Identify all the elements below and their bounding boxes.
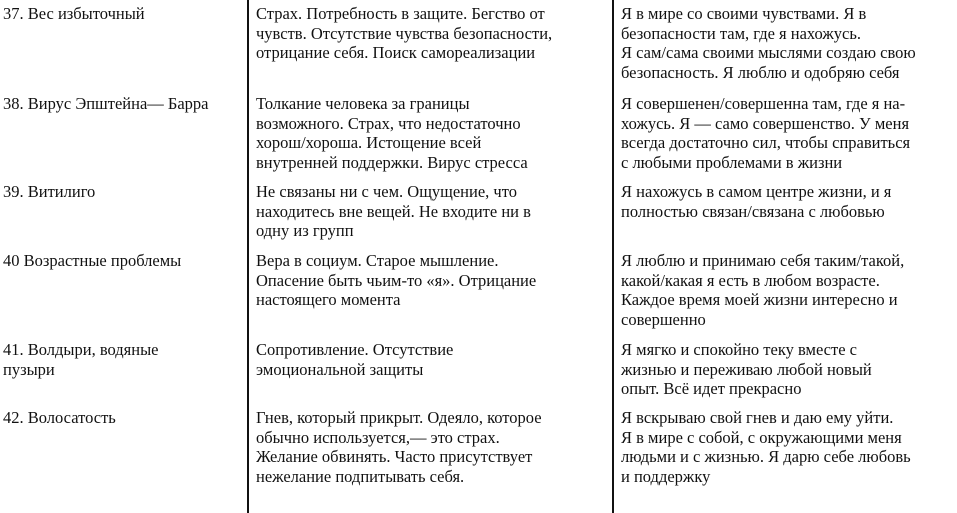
affirmation-cell: Я совершенен/совершенна там, где я на- хожусь. Я — само совершенство. У меня всегда достаточно сил, чтобы справиться с любыми проблемами в жизни — [621, 94, 911, 172]
cause-cell: Вера в социум. Старое мышление. Опасение быть чьим-то «я». Отрицание настоящего момента — [256, 251, 537, 310]
cause-cell: Страх. Потребность в защите. Бегство от чувств. Отсутствие чувства безопасности, отрицание себя. Поиск самореализации — [256, 4, 553, 63]
cause-cell: Не связаны ни с чем. Ощущение, что находитесь вне вещей. Не входите ни в одну из групп — [256, 182, 531, 241]
cause-cell: Сопротивление. Отсутствие эмоциональной защиты — [256, 340, 454, 379]
affirmation-cell: Я в мире со своими чувствами. Я в безопасности там, где я нахожусь. Я сам/сама своими мыслями создаю свою безопасность. Я люблю и одобряю себя — [621, 4, 916, 82]
condition-cell: 40 Возрастные проблемы — [3, 251, 182, 270]
column-divider-right — [612, 0, 614, 513]
condition-cell: 41. Волдыри, водяные пузыри — [3, 340, 159, 379]
affirmation-cell: Я нахожусь в самом центре жизни, и я полностью связан/связана с любовью — [621, 182, 892, 221]
condition-cell: 37. Вес избыточный — [3, 4, 145, 23]
column-divider-left — [247, 0, 249, 513]
affirmation-cell: Я люблю и принимаю себя таким/такой, какой/какая я есть в любом возрасте. Каждое время моей жизни интересно и совершенно — [621, 251, 905, 329]
condition-cell: 38. Вирус Эпштейна— Барра — [3, 94, 209, 113]
cause-cell: Толкание человека за границы возможного. Страх, что недостаточно хорош/хороша. Истощение всей внутренней поддержки. Вирус стресса — [256, 94, 528, 172]
condition-cell: 42. Волосатость — [3, 408, 116, 427]
affirmation-cell: Я вскрываю свой гнев и даю ему уйти. Я в мире с собой, с окружающими меня людьми и с жизнью. Я дарю себе любовь и поддержку — [621, 408, 911, 486]
condition-cell: 39. Витилиго — [3, 182, 96, 201]
cause-cell: Гнев, который прикрыт. Одеяло, которое обычно используется,— это страх. Желание обвинять. Часто присутствует нежелание подпитывать себя. — [256, 408, 542, 486]
affirmation-cell: Я мягко и спокойно теку вместе с жизнью и переживаю любой новый опыт. Всё идет прекрасно — [621, 340, 872, 399]
